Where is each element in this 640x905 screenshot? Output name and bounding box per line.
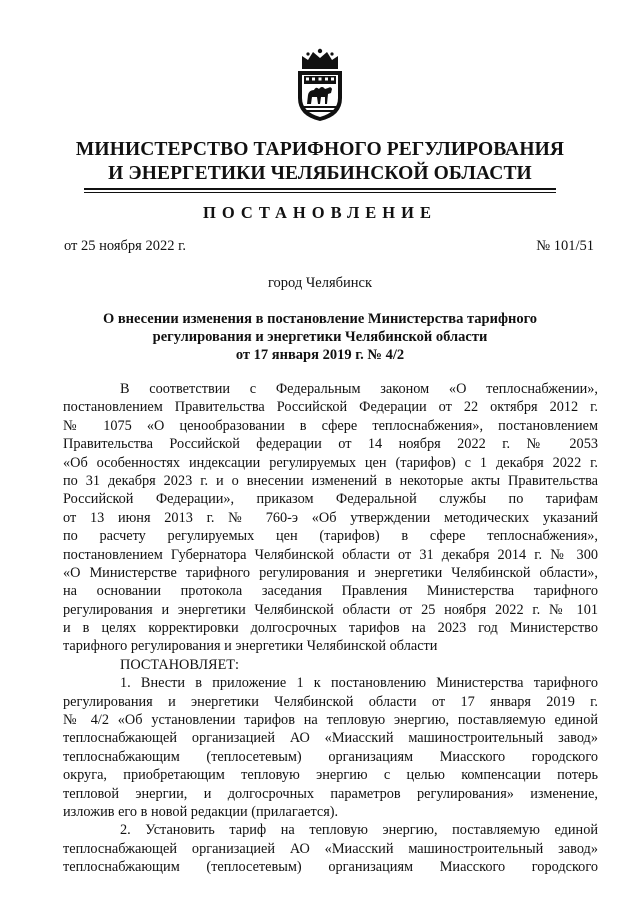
- body-line: по расчету регулируемых цен (тарифов) в сфере теплоснабжения»,: [63, 528, 598, 545]
- body-line: регулирования и энергетики Челябинской области от 25 ноября 2022 г. № 101: [63, 601, 598, 618]
- body-line: тарифного регулирования и энергетики Челябинской области: [63, 638, 438, 655]
- document-date: от 25 ноября 2022 г.: [64, 238, 187, 254]
- body-line: ПОСТАНОВЛЯЕТ:: [120, 656, 240, 673]
- body-line: В соответствии с Федеральным законом «О теплоснабжении»,: [120, 381, 598, 397]
- body-line: теплоснабжающим (теплосетевым) организациям Миасского городского: [63, 748, 598, 765]
- body-line: и в целях корректировки долгосрочных тарифов на 2023 год Министерство: [63, 620, 598, 637]
- body-line: теплоснабжающей организацией АО «Миасский машиностроительный завод»: [63, 730, 598, 747]
- ministry-name-line: И ЭНЕРГЕТИКИ ЧЕЛЯБИНСКОЙ ОБЛАСТИ: [108, 163, 532, 184]
- chelyabinsk-coat-of-arms-icon: [294, 46, 346, 122]
- document-number: № 101/51: [536, 238, 594, 254]
- body-line: постановлением Губернатора Челябинской области от 31 декабря 2014 г. № 300: [63, 546, 598, 563]
- body-line: тепловой энергии, и долгосрочных параметров регулирования» изменение,: [63, 785, 598, 802]
- body-line: по 31 декабря 2023 г. и о внесении изменений в некоторые акты Правительства: [63, 472, 598, 489]
- body-line: «О Министерстве тарифного регулирования и энергетики Челябинской области»,: [63, 564, 598, 581]
- document-city: город Челябинск: [267, 275, 373, 291]
- ministry-name: [60, 138, 580, 186]
- document-type: ПОСТАНОВЛЕНИЕ: [203, 203, 437, 222]
- body-line: от 13 июня 2013 г. № 760-э «Об утверждении методических указаний: [63, 509, 598, 526]
- body-line: «Об особенностях индексации регулируемых цен (тарифов) с 1 декабря 2022 г.: [63, 454, 598, 471]
- body-line: 1. Внести в приложение 1 к постановлению Министерства тарифного: [120, 675, 598, 692]
- body-line: теплоснабжающим (теплосетевым) организациям Миасского городского: [63, 859, 598, 876]
- ministry-name-line: МИНИСТЕРСТВО ТАРИФНОГО РЕГУЛИРОВАНИЯ: [75, 139, 565, 160]
- body-line: Правительства Российской федерации от 14 ноября 2022 г. № 2053: [63, 436, 598, 453]
- header-divider-thin: [84, 192, 556, 193]
- body-line: № 1075 «О ценообразовании в сфере теплоснабжения», постановлением: [63, 417, 598, 434]
- body-line: округа, приобретающим тепловую энергию с целью компенсации потерь: [63, 767, 598, 784]
- body-line: на основании протокола заседания Правления Министерства тарифного: [63, 583, 598, 600]
- body-line: регулирования и энергетики Челябинской области от 17 января 2019 г.: [63, 693, 598, 710]
- title-line: О внесении изменения в постановление Министерства тарифного: [102, 311, 538, 327]
- body-line: теплоснабжающей организацией АО «Миасский машиностроительный завод»: [63, 840, 598, 857]
- body-line: 2. Установить тариф на тепловую энергию, поставляемую единой: [120, 822, 598, 839]
- header-divider-thick: [84, 188, 556, 190]
- document-title: [70, 310, 570, 364]
- body-line: Российской Федерации», приказом Федеральной службы по тарифам: [63, 491, 598, 508]
- title-line: регулирования и энергетики Челябинской области: [152, 329, 488, 345]
- document-body: [63, 380, 598, 877]
- body-line: постановлением Правительства Российской Федерации от 22 октября 2012 г.: [63, 399, 598, 416]
- body-line: изложив его в новой редакции (прилагается).: [63, 803, 339, 820]
- body-line: № 4/2 «Об установлении тарифов на тепловую энергию, поставляемую единой: [63, 712, 598, 729]
- title-line: от 17 января 2019 г. № 4/2: [235, 347, 405, 363]
